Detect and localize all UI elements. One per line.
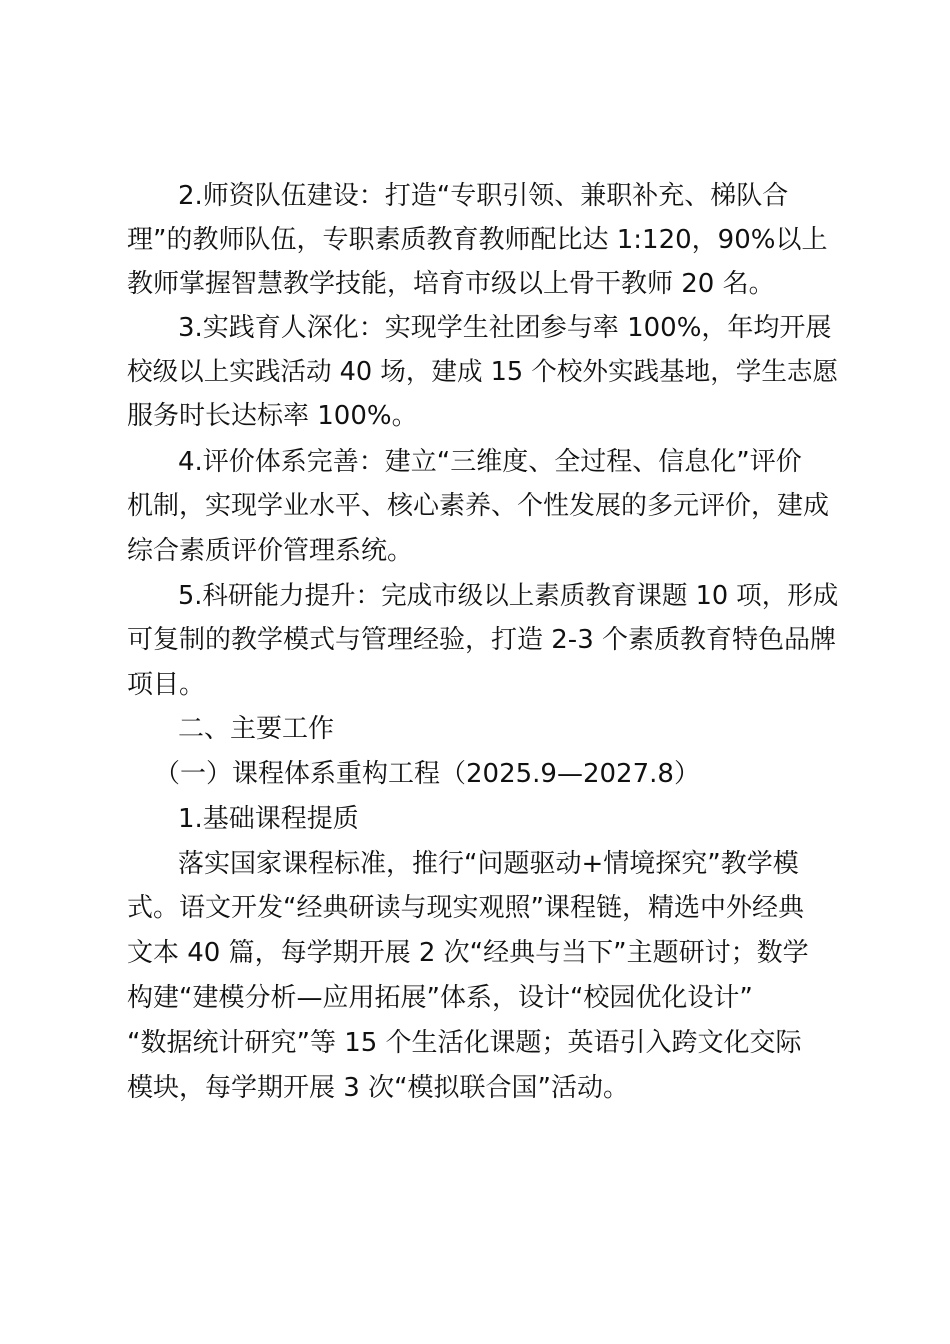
text-line: 可复制的教学模式与管理经验，打造 2-3 个素质教育特色品牌	[127, 625, 836, 655]
text-line: 综合素质评价管理系统。	[127, 536, 414, 566]
text-line: “数据统计研究”等 15 个生活化课题；英语引入跨文化交际	[127, 1028, 802, 1058]
text-line: 项目。	[127, 670, 206, 700]
section-heading: 二、主要工作	[178, 714, 335, 744]
item-heading: 1.基础课程提质	[178, 804, 359, 834]
text-line: 模块，每学期开展 3 次“模拟联合国”活动。	[127, 1073, 630, 1103]
text-line: 服务时长达标率 100%。	[127, 401, 418, 431]
text-line: 落实国家课程标准，推行“问题驱动+情境探究”教学模	[178, 849, 799, 879]
text-line: 5.科研能力提升：完成市级以上素质教育课题 10 项，形成	[178, 581, 839, 611]
subsection-heading: （一）课程体系重构工程（2025.9—2027.8）	[154, 759, 700, 789]
text-line: 校级以上实践活动 40 场，建成 15 个校外实践基地，学生志愿	[127, 357, 839, 387]
text-line: 理”的教师队伍，专职素质教育教师配比达 1:120，90%以上	[127, 225, 828, 255]
text-line: 4.评价体系完善：建立“三维度、全过程、信息化”评价	[178, 447, 802, 477]
text-line: 文本 40 篇，每学期开展 2 次“经典与当下”主题研讨；数学	[127, 938, 809, 968]
text-line: 构建“建模分析—应用拓展”体系，设计“校园优化设计”	[127, 983, 753, 1013]
text-line: 式。语文开发“经典研读与现实观照”课程链，精选中外经典	[127, 893, 804, 923]
text-line: 机制，实现学业水平、核心素养、个性发展的多元评价，建成	[127, 491, 830, 521]
text-line: 教师掌握智慧教学技能，培育市级以上骨干教师 20 名。	[127, 269, 775, 299]
text-line: 2.师资队伍建设：打造“专职引领、兼职补充、梯队合	[178, 181, 789, 211]
text-line: 3.实践育人深化：实现学生社团参与率 100%，年均开展	[178, 313, 832, 343]
